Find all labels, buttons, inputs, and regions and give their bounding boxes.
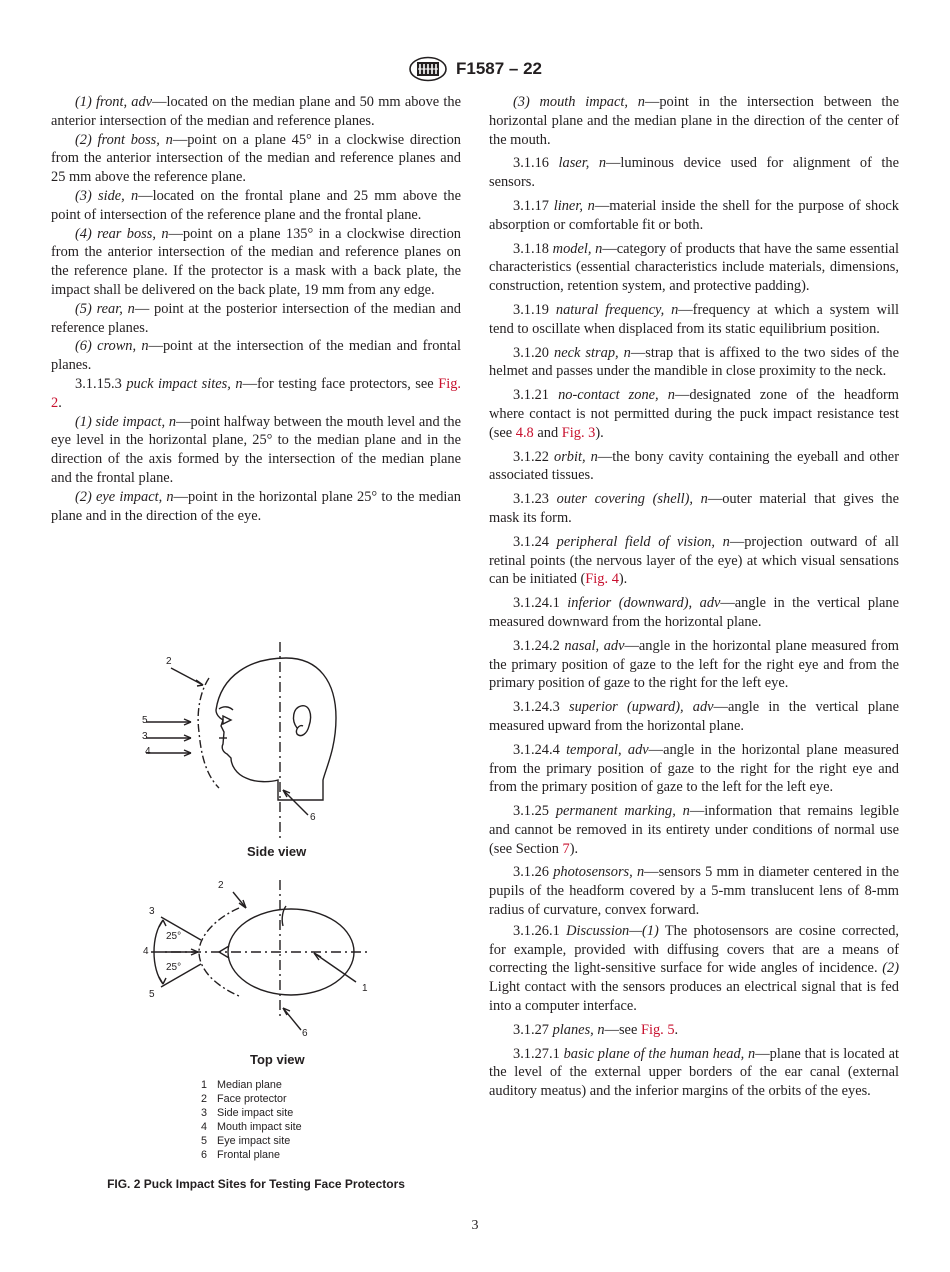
side-label-5: 5 [142, 715, 148, 726]
definition-photosensors: 3.1.26 photosensors, n—sensors 5 mm in diameter centered in the pupils of the headform covered by a 5-mm translucent lens of 8-mm radius of curvature, convex forward. [489, 864, 899, 919]
side-label-2: 2 [166, 656, 172, 667]
definition-rear: (5) rear, n— point at the posterior intersection of the median and reference planes. [51, 300, 462, 336]
definition-puck-impact-sites: 3.1.15.3 puck impact sites, n—for testing face protectors, see Fig. 2. [51, 375, 461, 411]
definition-mouth-impact: (3) mouth impact, n—point in the intersection between the horizontal plane and the median plane in the direction of the center of the mouth. [489, 94, 899, 148]
definition-natural-frequency: 3.1.19 natural frequency, n—frequency at which a system will tend to oscillate when displaced from its static equilibrium position. [489, 301, 899, 337]
definition-planes: 3.1.27 planes, n—see Fig. 5. [513, 1021, 679, 1038]
side-view-title: Side view [247, 844, 307, 859]
legend-item: 5 Eye impact site [200, 1135, 291, 1147]
section-7-link[interactable]: 7 [562, 840, 570, 857]
definition-temporal: 3.1.24.4 temporal, adv—angle in the horizontal plane measured from the primary position of gaze to the right for the right eye and from the primary position of gaze to the left for the left eye. [489, 741, 899, 796]
left-column [51, 93, 461, 525]
legend-item: 1 Median plane [200, 1079, 282, 1091]
figure-legend [51, 1078, 461, 1162]
definition-rear-boss: (4) rear boss, n—point on a plane 135° in a clockwise direction from the anterior intersection of the median and reference planes on the reference plane. If the protector is a mask with a back plate, the impact shall be delivered on the back plate, 19 mm from any edge. [51, 225, 461, 298]
side-view-ear [294, 706, 311, 736]
angle-label-lower: 25° [166, 962, 182, 973]
definition-peripheral-field: 3.1.24 peripheral field of vision, n—projection outward of all retinal points (the nervous layer of the eye) at which visual sensations can be initiated (Fig. 4). [489, 533, 899, 588]
legend-item: 4 Mouth impact site [200, 1121, 302, 1133]
fig-5-link[interactable]: Fig. 5 [640, 1021, 675, 1038]
fig-2-link[interactable]: Fig. 2 [51, 375, 461, 411]
definition-eye-impact: (2) eye impact, n—point in the horizontal plane 25° to the median plane and in the direction of the eye. [51, 488, 461, 524]
legend-item: 2 Face protector [200, 1093, 287, 1105]
astm-logo-icon [408, 56, 448, 82]
definition-no-contact-zone: 3.1.21 no-contact zone, n—designated zone of the headform where contact is not permitted during the puck impact resistance test (see 4.8 and Fig. 3). [489, 387, 899, 441]
definition-basic-plane: 3.1.27.1 basic plane of the human head, n—plane that is located at the level of the external upper borders of the ear canal (external auditory meatus) and the inferior margins of the orbits of the eyes. [489, 1045, 899, 1100]
definition-superior: 3.1.24.3 superior (upward), adv—angle in the vertical plane measured upward from the horizontal plane. [489, 699, 899, 734]
definition-front-boss: (2) front boss, n—point on a plane 45° in a clockwise direction from the anterior intersection of the median and reference planes and 25 mm above the reference plane. [51, 131, 461, 186]
definition-liner: 3.1.17 liner, n—material inside the shell for the purpose of shock absorption or comfortable fit or both. [489, 197, 899, 233]
top-label-5: 5 [149, 989, 155, 1000]
discussion-photosensors: 3.1.26.1 Discussion—(1) The photosensors are cosine corrected, for example, provided with diffusing covers that are a means of correcting the light-sensitive surface for wide angles of incidence. (2) Light contact with the sensors produces an electrical signal that is fed into a computer interface. [489, 922, 899, 1015]
definition-outer-covering: 3.1.23 outer covering (shell), n—outer material that gives the mask its form. [489, 491, 899, 526]
side-label-4: 4 [145, 746, 151, 757]
legend-item: 3 Side impact site [200, 1107, 294, 1119]
side-view-eye [223, 716, 231, 724]
definition-crown: (6) crown, n—point at the intersection of the median and frontal planes. [51, 338, 461, 374]
definition-inferior: 3.1.24.1 inferior (downward), adv—angle in the vertical plane measured downward from the horizontal plane. [489, 595, 899, 630]
figure-caption: FIG. 2 Puck Impact Sites for Testing Face Protectors [107, 1177, 405, 1191]
fig-3-link[interactable]: Fig. 3 [561, 424, 596, 441]
definition-neck-strap: 3.1.20 neck strap, n—strap that is affixed to the two sides of the helmet and passes under the mandible in close proximity to the neck. [489, 344, 899, 380]
definition-model: 3.1.18 model, n—category of products that have the same essential characteristics (essential characteristics include materials, dimensions, construction, retention system, and protective padding). [489, 240, 900, 295]
definition-side-impact: (1) side impact, n—point halfway between the mouth level and the eye level in the horizontal plane, 25° to the median plane and in the direction of the axis formed by the intersection of the median plane and the frontal plane. [51, 413, 461, 486]
fig-4-link[interactable]: Fig. 4 [585, 571, 619, 588]
top-label-1: 1 [362, 983, 368, 994]
definition-laser: 3.1.16 laser, n—luminous device used for alignment of the sensors. [489, 155, 899, 191]
top-label-6: 6 [302, 1028, 308, 1039]
definition-nasal: 3.1.24.2 nasal, adv—angle in the horizontal plane measured from the primary position of gaze to the left for the right eye and from the primary position of gaze to the right for the left eye. [489, 637, 899, 692]
side-view-face-protector [198, 678, 219, 788]
top-label-4: 4 [143, 946, 149, 957]
side-label-6: 6 [310, 812, 316, 823]
right-column [489, 93, 899, 1106]
top-view-title: Top view [250, 1052, 305, 1067]
top-label-2: 2 [218, 880, 224, 891]
definition-side: (3) side, n—located on the frontal plane and 25 mm above the point of intersection of the reference plane and the frontal plane. [51, 187, 462, 223]
top-label-3: 3 [149, 906, 155, 917]
definition-permanent-marking: 3.1.25 permanent marking, n—information that remains legible and cannot be removed in its entirety under conditions of normal use (see Section 7). [489, 803, 900, 857]
definition-front: (1) front, adv—located on the median plane and 50 mm above the anterior intersection of the median and reference planes. [51, 94, 461, 129]
page-number: 3 [471, 1218, 479, 1233]
document-id: F1587 – 22 [455, 59, 542, 78]
section-4-8-link[interactable]: 4.8 [515, 424, 534, 441]
definition-orbit: 3.1.22 orbit, n—the bony cavity containing the eyeball and other associated tissues. [489, 448, 899, 484]
angle-label-upper: 25° [166, 931, 182, 942]
legend-item: 6 Frontal plane [200, 1149, 281, 1161]
page-header [0, 56, 950, 87]
side-view-head-outline [216, 658, 336, 800]
side-label-3: 3 [142, 731, 148, 742]
